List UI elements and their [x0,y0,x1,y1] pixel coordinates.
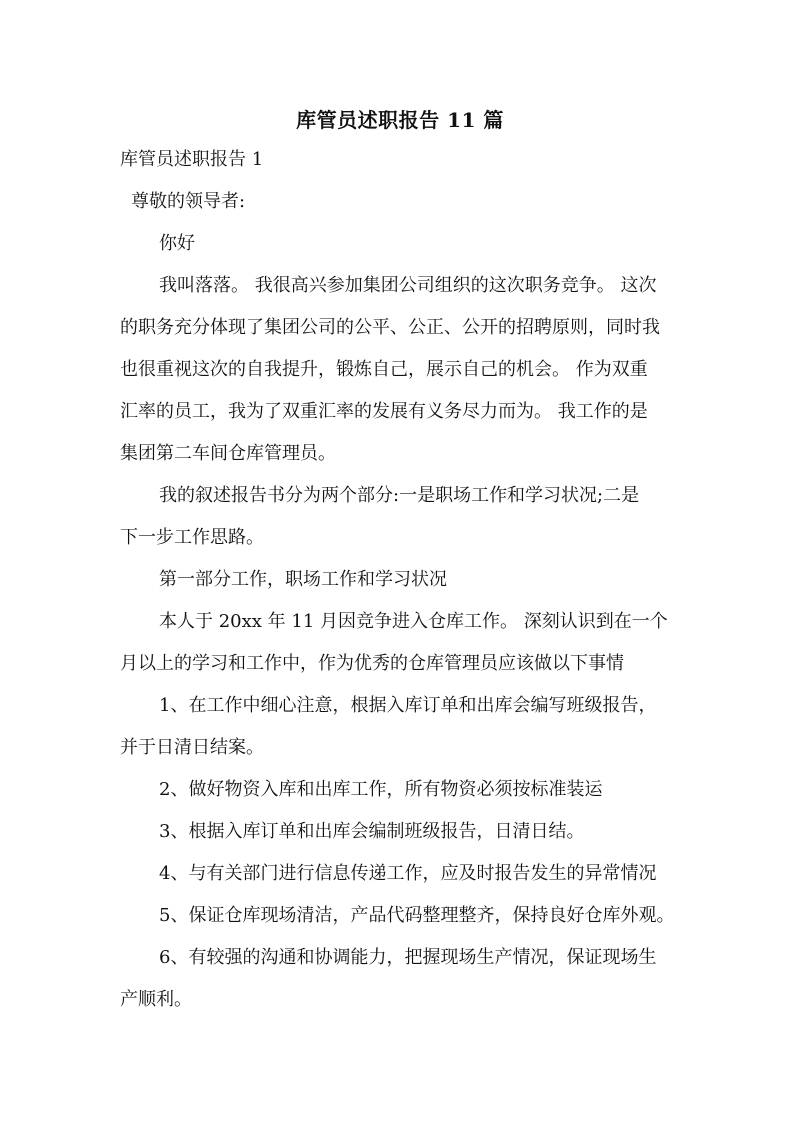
list-item: 3、根据入库订单和出库会编制班级报告，日清日结。 [159,821,585,842]
paragraph-line: 下一步工作思路。 [120,527,264,548]
greeting: 你好 [159,233,195,254]
paragraph-line: 也很重视这次的自我提升，锻炼自己，展示自己的机会。 作为双重 [120,359,648,380]
paragraph-line: 集团第二车间仓库管理员。 [120,443,336,464]
salutation: 尊敬的领导者: [131,191,246,212]
list-item: 6、有较强的沟通和协调能力，把握现场生产情况，保证现场生 [159,947,657,968]
list-item: 1、在工作中细心注意，根据入库订单和出库会编写班级报告， [159,695,657,716]
list-item: 4、与有关部门进行信息传递工作，应及时报告发生的异常情况 [159,863,657,884]
paragraph-line: 汇率的员工，我为了双重汇率的发展有义务尽力而为。 我工作的是 [120,401,648,422]
list-item-continuation: 并于日清日结案。 [120,737,264,758]
report-subtitle: 库管员述职报告 1 [120,149,264,170]
list-item: 5、保证仓库现场清洁，产品代码整理整齐，保持良好仓库外观。 [159,905,675,926]
section-heading: 第一部分工作，职场工作和学习状况 [159,569,447,590]
list-item-continuation: 产顺利。 [120,989,192,1010]
paragraph-line: 月以上的学习和工作中，作为优秀的仓库管理员应该做以下事情 [120,653,624,674]
paragraph-line: 的职务充分体现了集团公司的公平、公正、公开的招聘原则，同时我 [120,317,660,338]
paragraph-line: 我的叙述报告书分为两个部分:一是职场工作和学习状况;二是 [159,485,640,506]
list-item: 2、做好物资入库和出库工作，所有物资必须按标准装运 [159,779,603,800]
paragraph-line: 本人于 20xx 年 11 月因竞争进入仓库工作。 深刻认识到在一个 [159,611,668,632]
document-title: 库管员述职报告 11 篇 [296,108,504,132]
paragraph-line: 我叫落落。 我很高兴参加集团公司组织的这次职务竞争。 这次 [159,275,657,296]
